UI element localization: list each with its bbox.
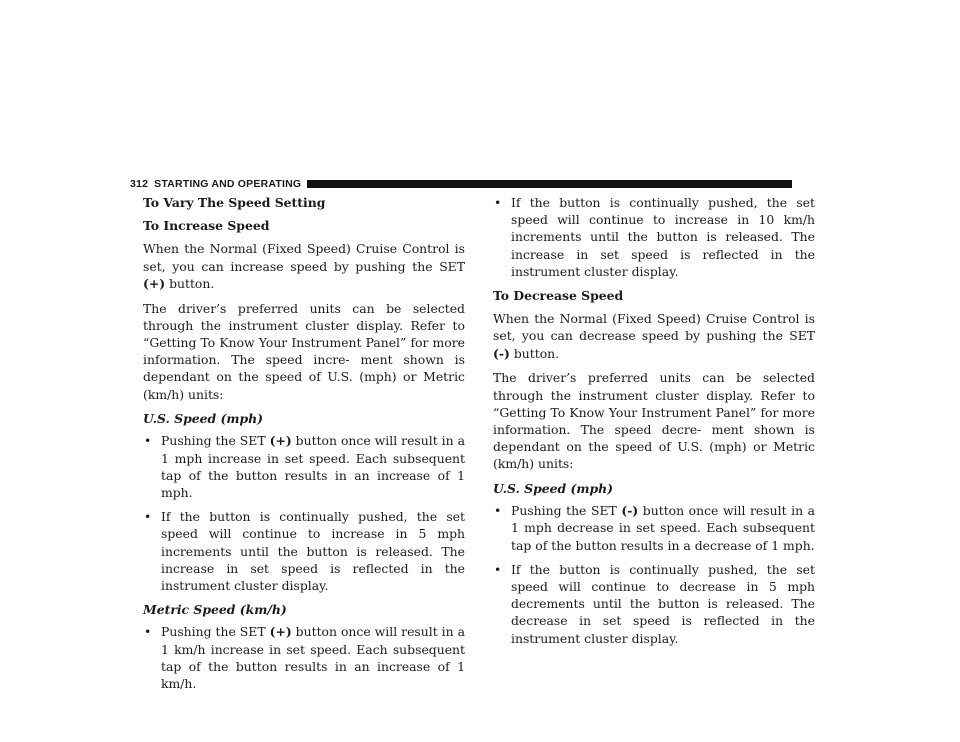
list-item (143, 432, 465, 501)
bullet-text-end: button once will result in a 1 mph decrease in set speed. Each subsequent tap of the button results in a decrease of 1 mph. (511, 503, 816, 553)
plus-key: (+) (269, 433, 292, 449)
list-item (143, 623, 465, 692)
bullet: • (494, 561, 502, 577)
plus-key: (+) (143, 275, 166, 291)
us-bullet-list (493, 502, 815, 647)
decrease-intro (493, 310, 815, 362)
metric-bullet-list (143, 623, 465, 692)
metric-bullet-list-continued (493, 194, 815, 280)
increase-speed-heading: To Increase Speed (143, 218, 270, 234)
bullet-text: If the button is continually pushed, the set speed will continue to decrease in 5 mph decrements until the button is released. The decrease in set speed is reflected in the instrument cluster display. (511, 561, 815, 646)
list-item (493, 502, 815, 554)
bullet-text-end: button once will result in a 1 mph increase in set speed. Each subsequent tap of the button results in an increase of 1 mph. (161, 433, 465, 501)
bullet: • (494, 503, 502, 519)
minus-key: (-) (493, 345, 510, 361)
units-paragraph: The driver’s preferred units can be selected through the instrument cluster display. Refer to “Getting To Know Your Instrument Panel” for more information. The speed decre- ment shown is dependant on the speed of U.S. (mph) or Metric (km/h) units: (493, 370, 815, 472)
bullet: • (494, 195, 502, 210)
increase-intro (143, 240, 465, 292)
bullet: • (144, 433, 152, 449)
bullet-text: If the button is continually pushed, the set speed will continue to increase in 5 mph increments until the button is released. The increase in set speed is reflected in the instrument cluster display. (161, 509, 465, 594)
header-rule (307, 180, 792, 188)
bullet-text: Pushing the SET (161, 433, 266, 449)
section-title: STARTING AND OPERATING (154, 178, 302, 190)
list-item (493, 194, 815, 280)
intro-text-end: button. (513, 345, 560, 361)
units-paragraph: The driver’s preferred units can be selected through the instrument cluster display. Refer to “Getting To Know Your Instrument Panel” for more information. The speed incre- ment shown is dependant on the speed of U.S. (mph) or Metric (km/h) units: (143, 300, 465, 402)
bullet-text: If the button is continually pushed, the set speed will continue to increase in 10 km/h increments until the button is released. The increase in set speed is reflected in the instrument cluster display. (511, 195, 815, 279)
us-bullet-list (143, 432, 465, 594)
section-heading: To Vary The Speed Setting (143, 195, 326, 210)
minus-key: (-) (621, 503, 639, 519)
us-speed-label: U.S. Speed (mph) (143, 411, 263, 427)
us-speed-label: U.S. Speed (mph) (493, 481, 613, 497)
metric-speed-label: Metric Speed (km/h) (143, 602, 287, 618)
bullet-text-end: button once will result in a 1 km/h increase in set speed. Each subsequent tap of the button results in an increase of 1 km/h. (161, 624, 465, 692)
intro-text-end: button. (169, 275, 215, 291)
list-item (493, 561, 815, 647)
bullet: • (144, 509, 152, 525)
left-column (143, 194, 465, 699)
list-item (143, 508, 465, 594)
intro-text: When the Normal (Fixed Speed) Cruise Control is set, you can increase speed by pushing the SET (143, 241, 465, 274)
bullet: • (144, 624, 152, 640)
decrease-speed-heading: To Decrease Speed (493, 288, 624, 304)
right-column (493, 194, 815, 654)
page-header (130, 178, 792, 190)
intro-text: When the Normal (Fixed Speed) Cruise Control is set, you can decrease speed by pushing the SET (493, 311, 815, 344)
page-number: 312 (130, 178, 149, 190)
bullet-text: Pushing the SET (511, 503, 617, 519)
plus-key: (+) (269, 624, 292, 640)
bullet-text: Pushing the SET (161, 624, 266, 640)
